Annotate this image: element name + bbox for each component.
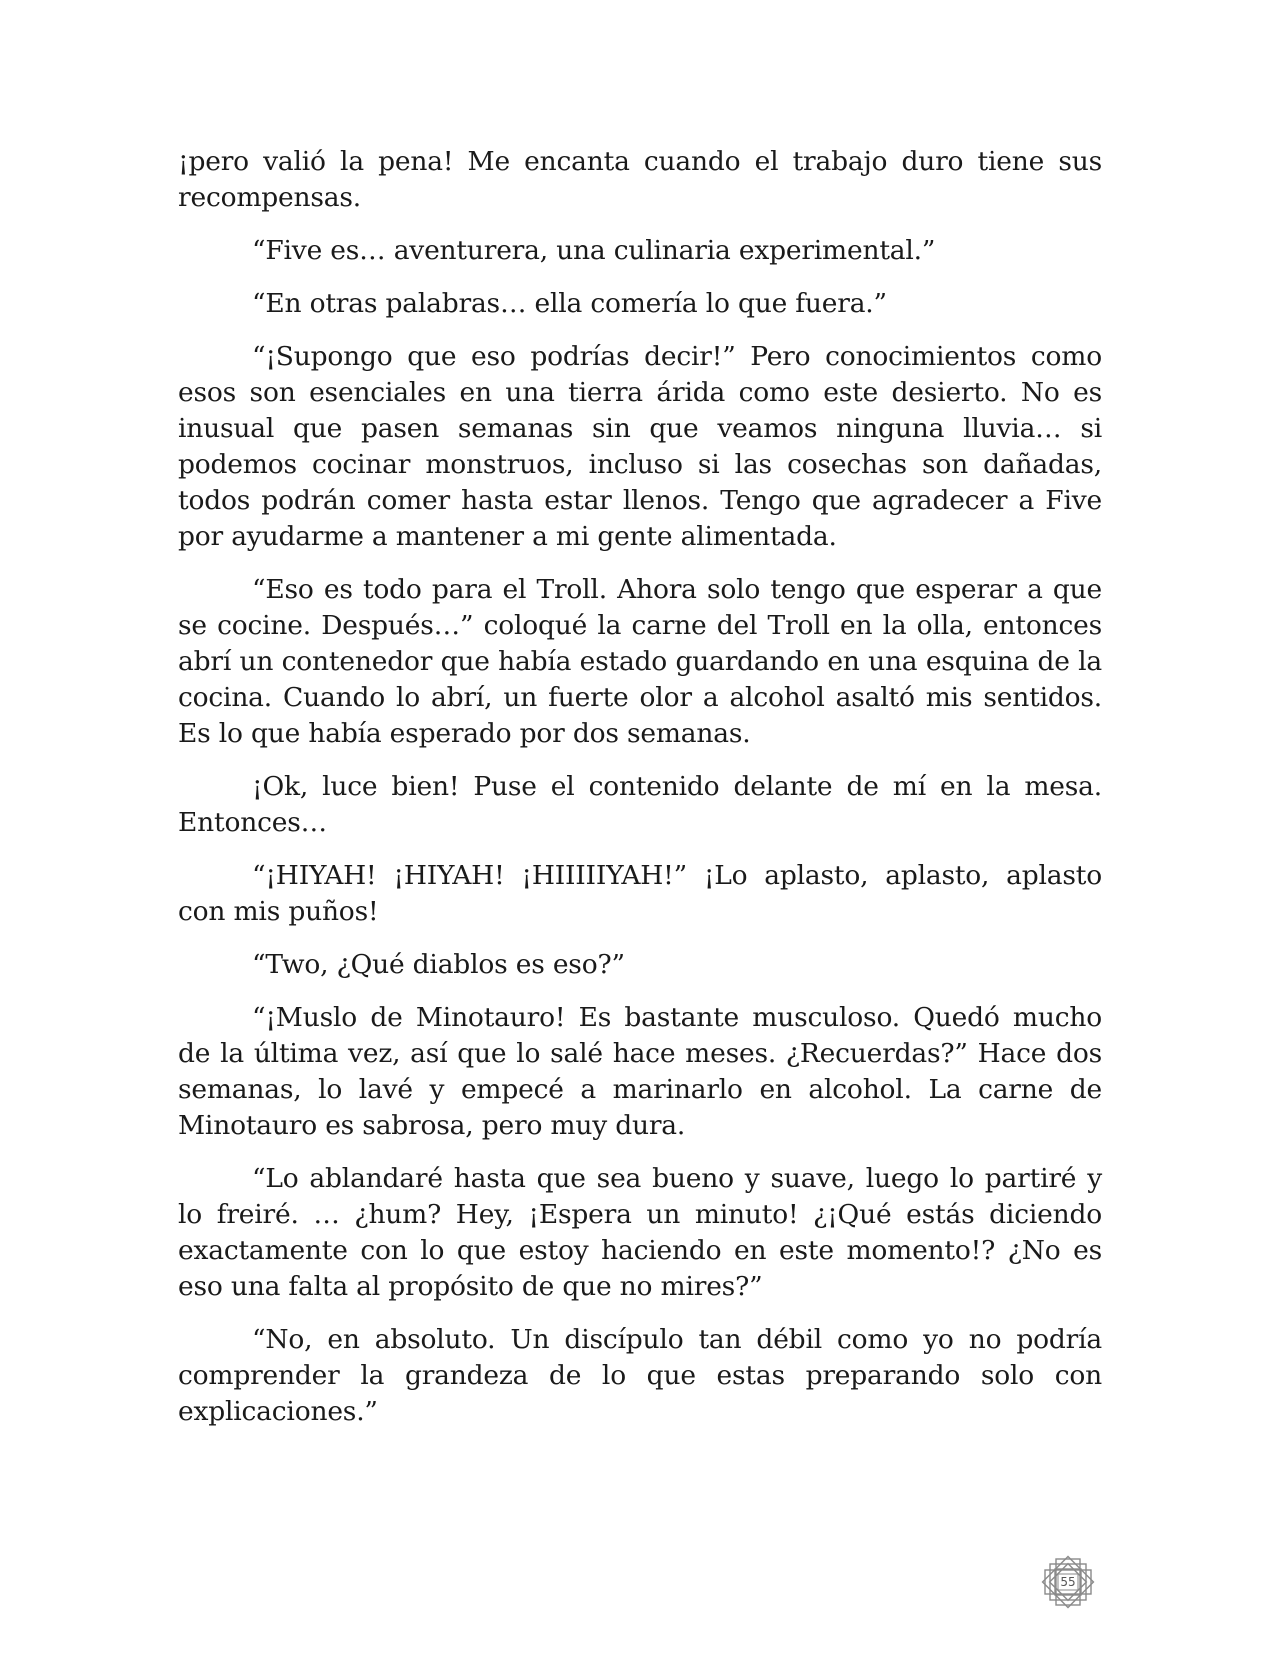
paragraph-10: “Lo ablandaré hasta que sea bueno y suave, luego lo partiré y lo freiré. … ¿hum? Hey, ¡Espera un minuto! ¿¡Qué estás diciendo exactamente con lo que estoy haciendo en este momento!? ¿No es eso una falta al propósito de que no mires?” [178,1163,1102,1302]
paragraph-2: “Five es… aventurera, una culinaria experimental.” [252,235,936,266]
paragraph-4: “¡Supongo que eso podrías decir!” Pero conocimientos como esos son esenciales en una tierra árida como este desierto. No es inusual que pasen semanas sin que veamos ninguna lluvia… si podemos cocinar monstruos, incluso si las cosechas son dañadas, todos podrán comer hasta estar llenos. Tengo que agradecer a Five por ayudarme a mantener a mi gente alimentada. [178,341,1102,552]
paragraph-1: ¡pero valió la pena! Me encanta cuando el trabajo duro tiene sus recompensas. [178,146,1102,213]
paragraph-6: ¡Ok, luce bien! Puse el contenido delante de mí en la mesa. Entonces… [178,771,1102,838]
paragraph-5: “Eso es todo para el Troll. Ahora solo tengo que esperar a que se cocine. Después…” coloqué la carne del Troll en la olla, entonces abrí un contenedor que había estado guardando en una esquina de la cocina. Cuando lo abrí, un fuerte olor a alcohol asaltó mis sentidos. Es lo que había esperado por dos semanas. [178,574,1102,749]
book-page-text [178,144,1102,1447]
paragraph-3: “En otras palabras… ella comería lo que fuera.” [252,288,887,319]
paragraph-9: “¡Muslo de Minotauro! Es bastante musculoso. Quedó mucho de la última vez, así que lo salé hace meses. ¿Recuerdas?” Hace dos semanas, lo lavé y empecé a marinarlo en alcohol. La carne de Minotauro es sabrosa, pero muy dura. [178,1002,1102,1141]
paragraph-8: “Two, ¿Qué diablos es eso?” [252,949,625,980]
page-number: 55 [1060,1575,1076,1589]
paragraph-7: “¡HIYAH! ¡HIYAH! ¡HIIIIIYAH!” ¡Lo aplasto, aplasto, aplasto con mis puños! [178,860,1102,927]
paragraph-11: “No, en absoluto. Un discípulo tan débil como yo no podría comprender la grandeza de lo que estas preparando solo con explicaciones.” [178,1324,1102,1427]
page-number-badge [1036,1550,1100,1614]
